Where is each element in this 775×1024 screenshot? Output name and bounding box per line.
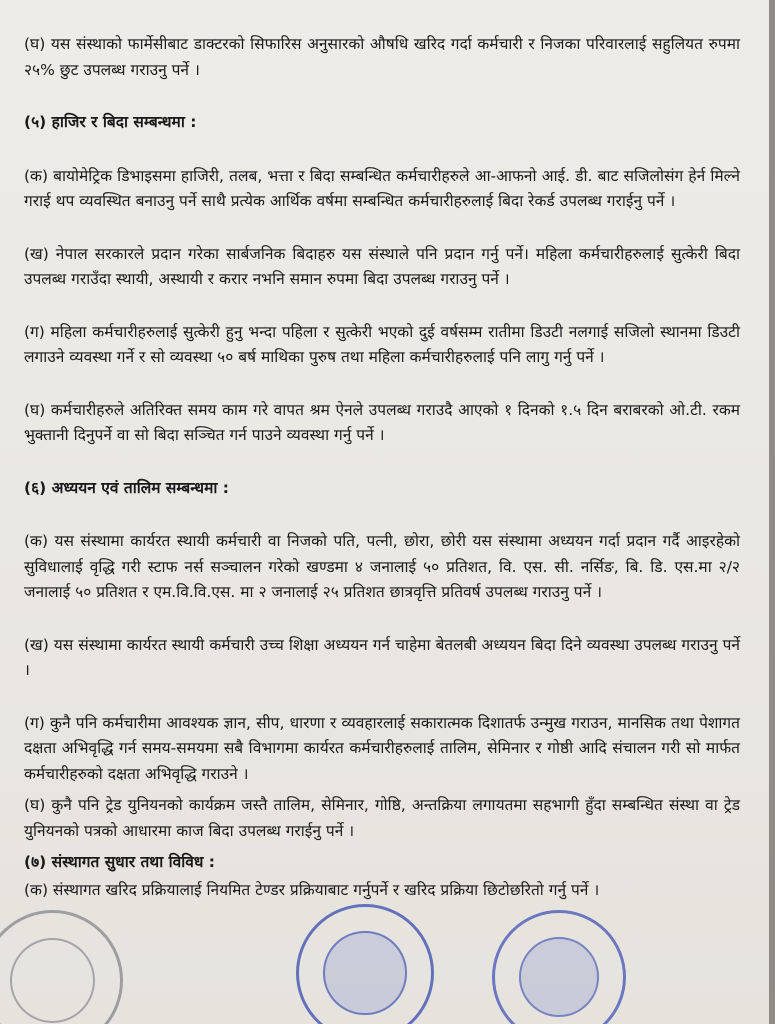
clause-5-gha: (घ) कर्मचारीहरुले अतिरिक्त समय काम गरे वापत श्रम ऐनले उपलब्ध गराउदै आएको १ दिनको १.५ दिन बराबरको ओ.टी. रकम भुक्तानी दिनुपर्ने वा सो बिदा सञ्चित गर्न पाउने व्यवस्था गर्नु पर्ने । (24, 400, 740, 444)
seal-stamp-center-inner (323, 931, 406, 1014)
clause-6-kha: (ख) यस संस्थामा कार्यरत स्थायी कर्मचारी उच्च शिक्षा अध्ययन गर्न चाहेमा बेतलबी अध्ययन बिदा दिने व्यवस्था उपलब्ध गराउनु पर्ने । (24, 635, 740, 679)
clause-4-gha: (घ) यस संस्थाको फार्मेसीबाट डाक्टरको सिफारिस अनुसारको औषधि खरिद गर्दा कर्मचारी र निजका परिवारलाई सहुलियत रुपमा २५% छुट उपलब्ध गराउनु पर्ने । (24, 35, 740, 79)
seal-stamp-right-inner (519, 937, 600, 1018)
clause-5-ga: (ग) महिला कर्मचारीहरुलाई सुत्केरी हुनु भन्दा पहिला र सुत्केरी भएको दुई वर्षसम्म रातीमा डिउटी नलगाई सजिलो स्थानमा डिउटी लगाउने व्यवस्था गर्ने र सो व्यवस्था ५० बर्ष माथिका पुरुष तथा महिला कर्मचारीहरुलाई पनि लागु गर्नु पर्ने । (24, 322, 740, 366)
document-body (24, 32, 740, 930)
clause-6-ka: (क) यस संस्थामा कार्यरत स्थायी कर्मचारी वा निजको पति, पत्नी, छोरा, छोरी यस संस्थामा अध्ययन गर्दा प्रदान गर्दै आइरहेको सुविधालाई वृद्धि गरी स्टाफ नर्स सञ्चालन गरेको खण्डमा ४ जनालाई ५० प्रतिशत, वि. एस. सी. नर्सिङ, बि. डि. एस.मा २/२ जनालाई ५० प्रतिशत र एम.वि.वि.एस. मा २ जनालाई २५ प्रतिशत छात्रवृत्ति प्रतिवर्ष उपलब्ध गराउनु पर्ने । (24, 532, 740, 601)
clause-7-ka: (क) संस्थागत खरिद प्रक्रियालाई नियमित टेण्डर प्रक्रियाबाट गर्नुपर्ने र खरिद प्रक्रिया छिटोछरितो गर्नु पर्ने । (24, 880, 600, 899)
section-6-heading: (६) अध्ययन एवं तालिम सम्बन्धमा : (24, 478, 229, 497)
clause-5-ka: (क) बायोमेट्रिक डिभाइसमा हाजिरी, तलब, भत्ता र बिदा सम्बन्धित कर्मचारीहरुले आ-आफनो आई. डी. बाट सजिलोसंग हेर्न मिल्ने गराई थप व्यवस्थित बनाउनु पर्ने साथै प्रत्येक आर्थिक वर्षमा सम्बन्धित कर्मचारीहरुलाई बिदा रेकर्ड उपलब्ध गराईनु पर्ने । (24, 166, 740, 210)
clause-6-ga: (ग) कुनै पनि कर्मचारीमा आवश्यक ज्ञान, सीप, धारणा र व्यवहारलाई सकारात्मक दिशातर्फ उन्मुख गराउन, मानसिक तथा पेशागत दक्षता अभिवृद्धि गर्न समय-समयमा सबै विभागमा कार्यरत कर्मचारीहरुलाई तालिम, सेमिनार र गोष्ठी आदि संचालन गरी सो मार्फत कर्मचारीहरुको दक्षता अभिवृद्धि गराउने । (24, 713, 740, 783)
section-7-heading: (७) संस्थागत सुधार तथा विविध : (24, 853, 216, 871)
section-5-heading: (५) हाजिर र बिदा सम्बन्धमा : (24, 113, 197, 131)
clause-5-kha: (ख) नेपाल सरकारले प्रदान गरेका सार्बजनिक बिदाहरु यस संस्थाले पनि प्रदान गर्नु पर्ने। महिला कर्मचारीहरुलाई सुत्केरी बिदा उपलब्ध गराउँदा स्थायी, अस्थायी र करार नभनि समान रुपमा बिदा उपलब्ध गराउनु पर्ने । (24, 244, 740, 288)
seal-stamp-left-inner (10, 938, 95, 1023)
clause-6-gha: (घ) कुनै पनि ट्रेड युनियनको कार्यक्रम जस्तै तालिम, सेमिनार, गोष्ठि, अन्तक्रिया लगायतमा सहभागी हुँदा सम्बन्धित संस्था वा ट्रेड युनियनको पत्रको आधारमा काज बिदा उपलब्ध गराईनु पर्ने । (24, 796, 740, 840)
page-edge (769, 0, 775, 1024)
